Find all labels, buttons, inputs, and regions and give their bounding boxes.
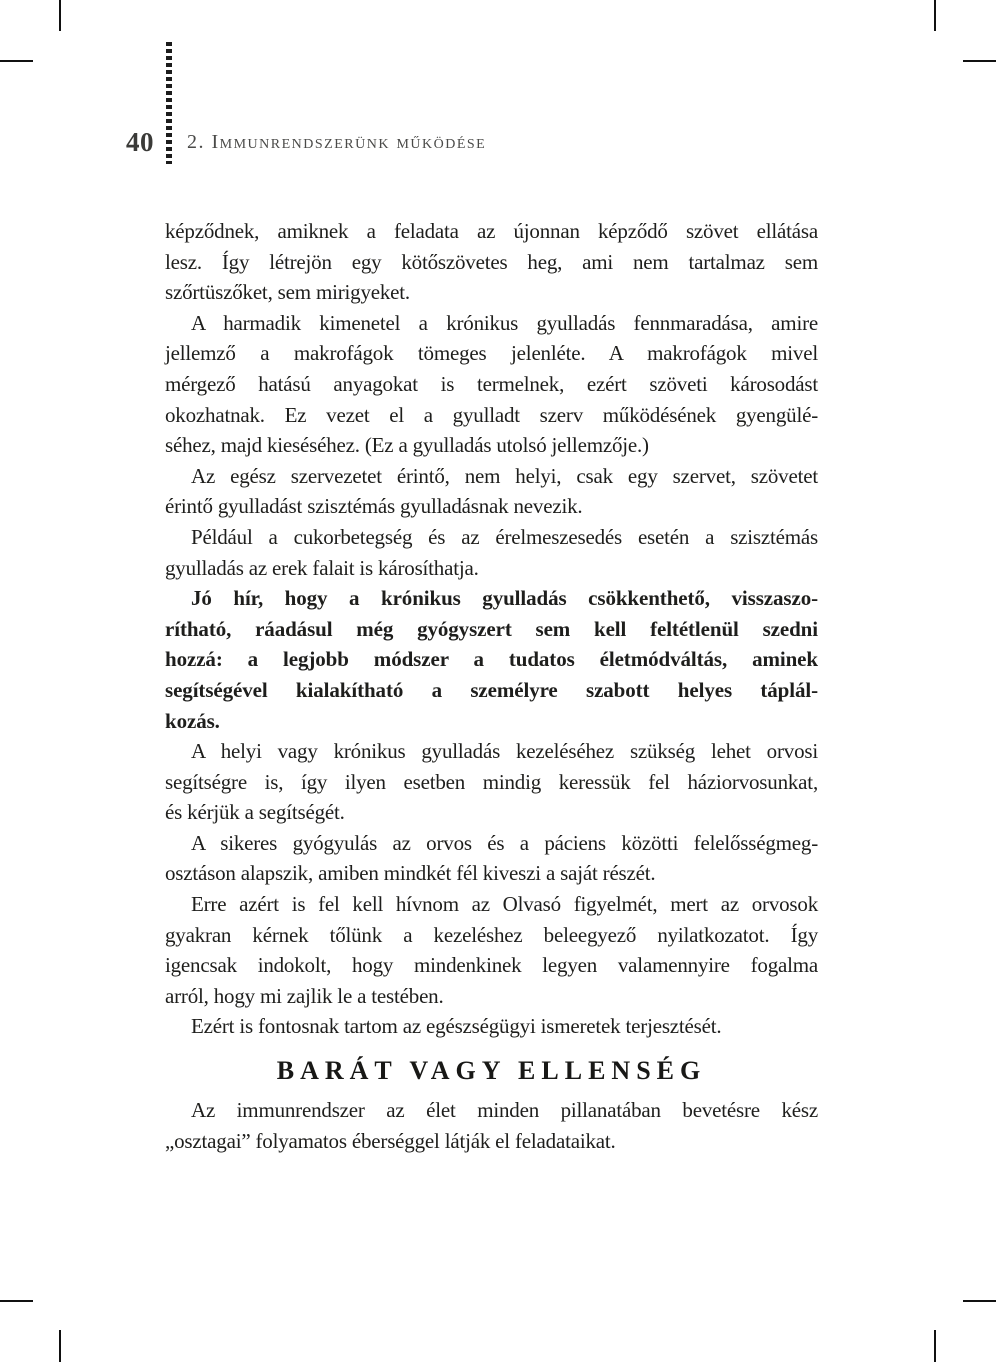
text-line: arról, hogy mi zajlik le a testében.	[165, 983, 444, 1008]
paragraph	[165, 889, 818, 1011]
text-line: osztáson alapszik, amiben mindkét fél kiveszi a saját részét.	[165, 861, 656, 886]
section-heading: BARÁT VAGY ELLENSÉG	[276, 1056, 707, 1086]
paragraph	[165, 828, 818, 889]
paragraph	[165, 216, 818, 308]
text-line: Erre azért is fel kell hívnom az Olvasó figyelmét, mert az orvosok	[191, 892, 818, 917]
paragraph	[165, 522, 818, 583]
text-line: szőrtüszőket, sem mirigyeket.	[165, 280, 410, 305]
paragraph	[165, 308, 818, 461]
text-line: jellemző a makrofágok tömeges jelenléte. A makrofágok mivel	[165, 341, 818, 366]
paragraph	[165, 1011, 818, 1042]
paragraph	[165, 1095, 818, 1156]
paragraph	[165, 461, 818, 522]
text-line: rítható, ráadásul még gyógyszert sem kell feltétlenül szedni	[165, 616, 818, 641]
text-line: Az egész szervezetet érintő, nem helyi, csak egy szervet, szövetet	[191, 463, 818, 488]
text-line: Az immunrendszer az élet minden pillanatában bevetésre kész	[191, 1098, 818, 1123]
text-line: lesz. Így létrejön egy kötőszövetes heg, ami nem tartalmaz sem	[165, 249, 818, 274]
text-line: igencsak indokolt, hogy mindenkinek legyen valamennyire fogalma	[165, 953, 818, 978]
text-line: A helyi vagy krónikus gyulladás kezeléséhez szükség lehet orvosi	[191, 739, 818, 764]
text-line: „osztagai” folyamatos éberséggel látják el feladataikat.	[165, 1128, 616, 1153]
running-header-chapter-title: Immunrendszerünk működése	[211, 131, 487, 153]
text-line: Jó hír, hogy a krónikus gyulladás csökkenthető, visszaszo-	[191, 586, 818, 611]
text-line: okozhatnak. Ez vezet el a gyulladt szerv működésének gyengülé-	[165, 402, 818, 427]
crop-mark-bottom-right-horizontal	[963, 1300, 996, 1302]
text-line: A sikeres gyógyulás az orvos és a páciens közötti felelősségmeg-	[191, 830, 818, 855]
text-line: képződnek, amiknek a feladata az újonnan képződő szövet ellátása	[165, 219, 818, 243]
running-header	[187, 131, 486, 154]
text-line: és kérjük a segítségét.	[165, 800, 345, 825]
text-block	[165, 216, 818, 1156]
text-line: segítségre is, így ilyen esetben mindig keressük fel háziorvosunkat,	[165, 769, 818, 794]
paragraph	[165, 736, 818, 828]
text-line: Ezért is fontosnak tartom az egészségügyi ismeretek terjesztését.	[191, 1014, 722, 1039]
running-header-chapter-number: 2.	[187, 131, 205, 153]
crop-mark-top-right-vertical	[934, 0, 936, 31]
text-line: séhez, majd kieséséhez. (Ez a gyulladás utolsó jellemzője.)	[165, 433, 649, 458]
text-line: Például a cukorbetegség és az érelmeszesedés esetén a szisztémás	[191, 524, 818, 549]
page-number: 40	[126, 127, 154, 157]
text-line: gyulladás az erek falait is károsíthatja.	[165, 555, 479, 580]
text-line: segítségével kialakítható a személyre szabott helyes táplál-	[165, 677, 818, 702]
crop-mark-bottom-right-vertical	[934, 1330, 936, 1362]
crop-mark-bottom-left-vertical	[59, 1330, 61, 1362]
text-line: gyakran kérnek tőlünk a kezeléshez beleegyező nyilatkozatot. Így	[165, 922, 818, 947]
text-line: mérgező hatású anyagokat is termelnek, ezért szöveti károsodást	[165, 371, 818, 396]
text-line: kozás.	[165, 708, 220, 733]
crop-mark-top-left-vertical	[59, 0, 61, 31]
text-line: hozzá: a legjobb módszer a tudatos életmódváltás, aminek	[165, 647, 818, 672]
crop-mark-top-left-horizontal	[0, 60, 33, 62]
text-line: A harmadik kimenetel a krónikus gyulladás fennmaradása, amire	[191, 310, 818, 335]
paragraph	[165, 583, 818, 736]
text-line: érintő gyulladást szisztémás gyulladásnak nevezik.	[165, 494, 583, 519]
header-divider-dotted	[166, 42, 172, 164]
crop-mark-top-right-horizontal	[963, 60, 996, 62]
crop-mark-bottom-left-horizontal	[0, 1300, 33, 1302]
